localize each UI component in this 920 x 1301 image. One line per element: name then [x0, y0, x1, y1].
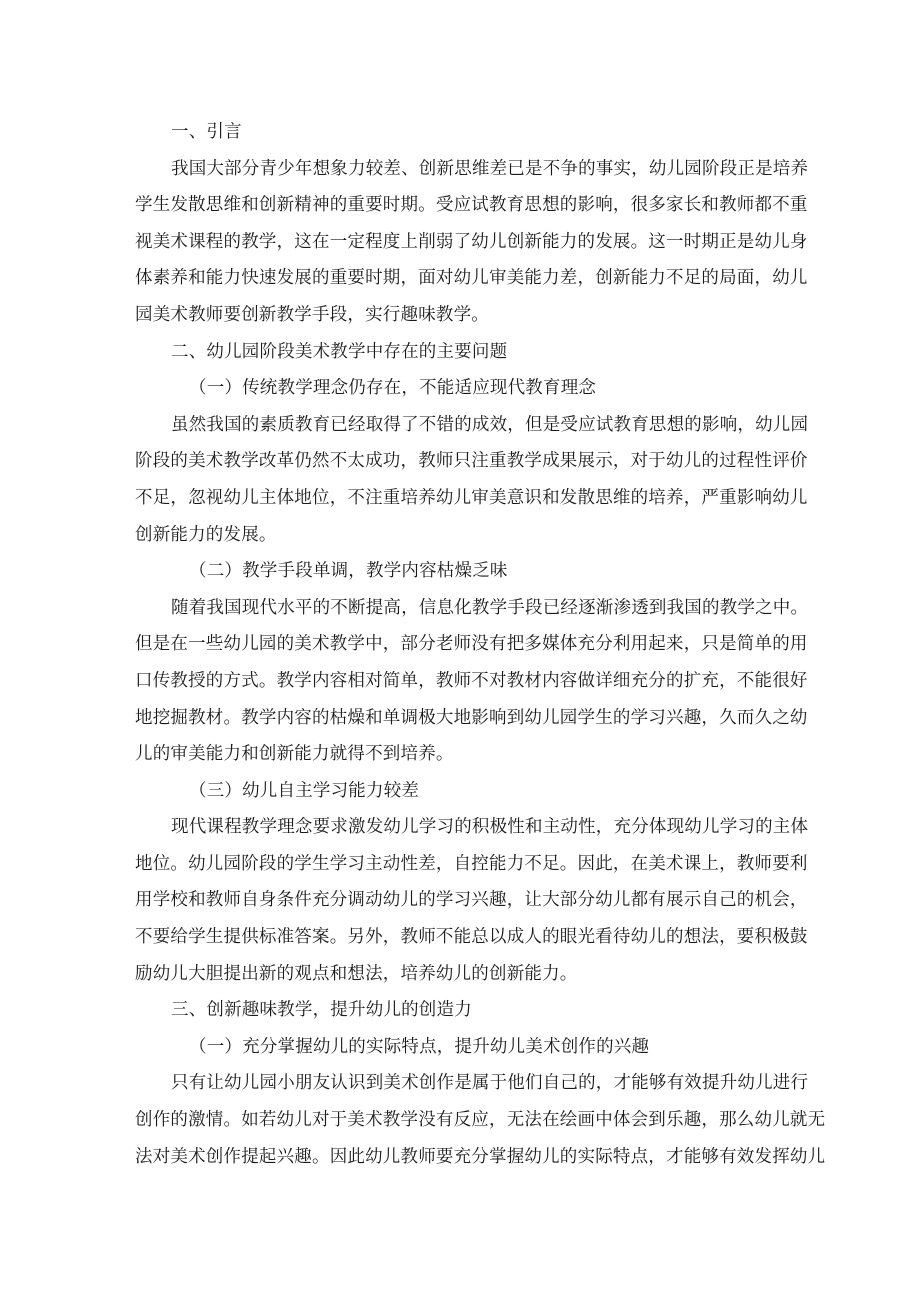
paragraph-line: 创作的激情。如若幼儿对于美术教学没有反应，无法在绘画中体会到乐趣，那么幼儿就无: [135, 1110, 826, 1131]
paragraph-line: 不足，忽视幼儿主体地位，不注重培养幼儿审美意识和发散思维的培养，严重影响幼儿: [135, 487, 808, 508]
paragraph-first-line: 虽然我国的素质教育已经取得了不错的成效，但是受应试教育思想的影响，幼儿园: [171, 414, 809, 435]
paragraph-line: 用学校和教师自身条件充分调动幼儿的学习兴趣，让大部分幼儿都有展示自己的机会，: [135, 890, 808, 911]
paragraph-line: 学生发散思维和创新精神的重要时期。受应试教育思想的影响，很多家长和教师都不重: [135, 195, 808, 216]
paragraph-line: 儿的审美能力和创新能力就得不到培养。: [135, 744, 454, 765]
subsection-heading: （一）充分掌握幼儿的实际特点，提升幼儿美术创作的兴趣: [189, 1036, 650, 1057]
paragraph-first-line: 只有让幼儿园小朋友认识到美术创作是属于他们自己的，才能够有效提升幼儿进行: [171, 1073, 809, 1094]
paragraph-line: 地挖掘教材。教学内容的枯燥和单调极大地影响到幼儿园学生的学习兴趣，久而久之幼: [135, 707, 808, 728]
section-heading: 一、引言: [171, 122, 242, 142]
document-body: [135, 114, 826, 1175]
paragraph-first-line: 我国大部分青少年想象力较差、创新思维差已是不争的事实，幼儿园阶段正是培养: [171, 158, 809, 179]
paragraph-line: 体素养和能力快速发展的重要时期，面对幼儿审美能力差，创新能力不足的局面，幼儿: [135, 268, 808, 289]
paragraph-line: 口传教授的方式。教学内容相对简单，教师不对教材内容做详细充分的扩充，不能很好: [135, 670, 808, 691]
paragraph-first-line: 现代课程教学理念要求激发幼儿学习的积极性和主动性，充分体现幼儿学习的主体: [171, 817, 809, 838]
paragraph-line: 地位。幼儿园阶段的学生学习主动性差，自控能力不足。因此，在美术课上，教师要利: [135, 853, 808, 874]
paragraph-line: 创新能力的发展。: [135, 524, 277, 545]
paragraph-line: 不要给学生提供标准答案。另外，教师不能总以成人的眼光看待幼儿的想法，要积极鼓: [135, 927, 808, 948]
paragraph-line: 法对美术创作提起兴趣。因此幼儿教师要充分掌握幼儿的实际特点，才能够有效发挥幼儿: [135, 1146, 826, 1167]
subsection-heading: （二）教学手段单调，教学内容枯燥乏味: [189, 561, 508, 582]
paragraph-line: 园美术教师要创新教学手段，实行趣味教学。: [135, 304, 489, 325]
subsection-heading: （一）传统教学理念仍存在，不能适应现代教育理念: [189, 378, 597, 399]
paragraph-first-line: 随着我国现代水平的不断提高，信息化教学手段已经逐渐渗透到我国的教学之中。: [171, 597, 809, 618]
paragraph-line: 励幼儿大胆提出新的观点和想法，培养幼儿的创新能力。: [135, 963, 578, 984]
subsection-heading: （三）幼儿自主学习能力较差: [189, 780, 420, 801]
paragraph-line: 视美术课程的教学，这在一定程度上削弱了幼儿创新能力的发展。这一时期正是幼儿身: [135, 231, 808, 252]
paragraph-line: 阶段的美术教学改革仍然不太成功，教师只注重教学成果展示，对于幼儿的过程性评价: [135, 451, 808, 472]
section-heading: 二、幼儿园阶段美术教学中存在的主要问题: [171, 341, 508, 362]
section-heading: 三、创新趣味教学，提升幼儿的创造力: [171, 1000, 472, 1021]
paragraph-line: 但是在一些幼儿园的美术教学中，部分老师没有把多媒体充分利用起来，只是简单的用: [135, 634, 808, 655]
